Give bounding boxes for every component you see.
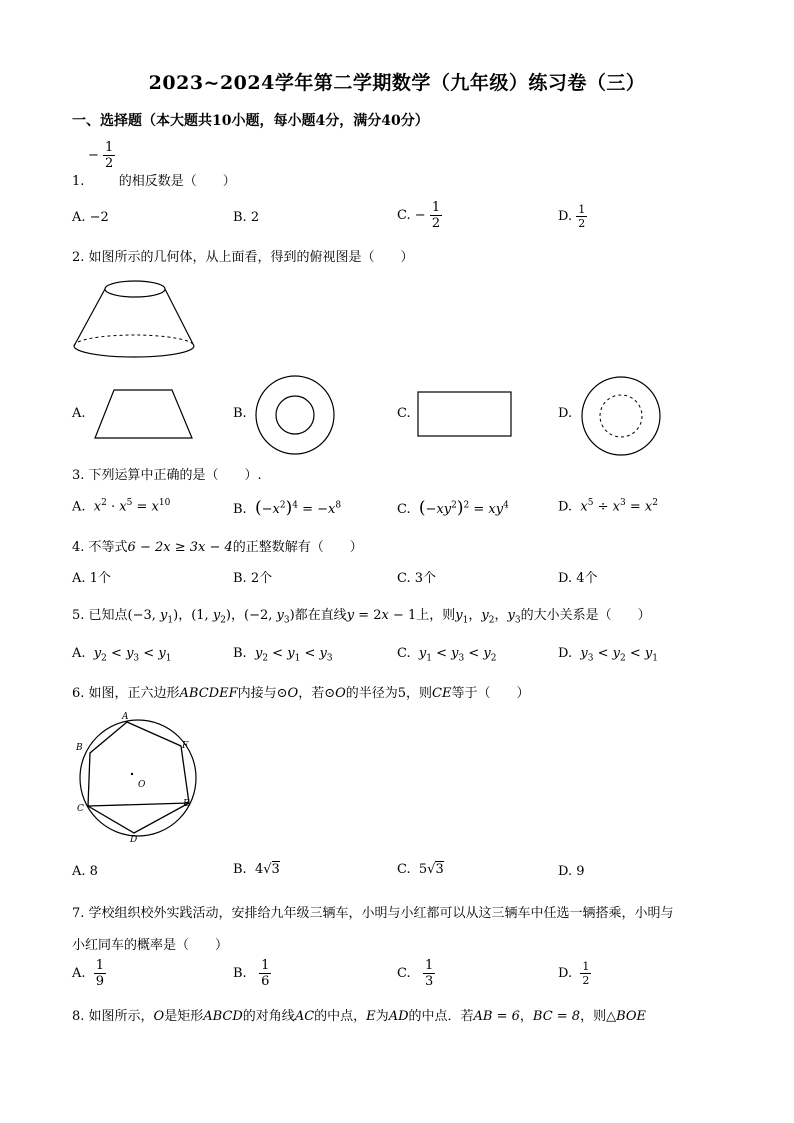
q5-option-d: D. $y_3 < y_2 < y_1$ bbox=[558, 646, 658, 664]
q8-ad: AD bbox=[388, 1009, 409, 1024]
q1-frac-den: 2 bbox=[105, 156, 114, 171]
q8-o: O bbox=[153, 1009, 165, 1024]
q5-a-label: A. bbox=[72, 646, 86, 661]
q5-option-b: B. $y_2 < y_1 < y_3$ bbox=[233, 646, 333, 664]
hexagon-in-circle-figure bbox=[72, 708, 204, 842]
q7-stem-line1: 7. 学校组织校外实践活动，安排给九年级三辆车，小明与小红都可以从这三辆车中任选一辆搭乘，小明与 bbox=[72, 906, 674, 921]
q4-option-a: A. 1个 bbox=[72, 571, 111, 586]
frustum-figure bbox=[70, 276, 200, 366]
q1-number: 1. bbox=[72, 174, 85, 189]
q4-text-pre: 4. 不等式 bbox=[72, 540, 128, 555]
q3-stem: 3. 下列运算中正确的是（ ）. bbox=[72, 468, 262, 483]
q7-option-d bbox=[558, 960, 591, 987]
q8-boe: BOE bbox=[616, 1009, 647, 1024]
q5-d-label: D. bbox=[558, 646, 573, 661]
q5-text-pre: 5. 已知点 bbox=[72, 608, 128, 623]
q6-b-label: B. bbox=[233, 862, 247, 877]
q7-d-num: 1 bbox=[582, 960, 590, 973]
q1-minus: − bbox=[88, 148, 99, 163]
q7-c-label: C. bbox=[397, 966, 411, 981]
q6-hexagon-name: ABCDEF bbox=[179, 686, 238, 701]
q6-text-mid3: 的半径为5，则 bbox=[345, 686, 433, 701]
q1-d-num: 1 bbox=[578, 203, 586, 216]
q6-option-b: B. 4√3 bbox=[233, 862, 280, 877]
q7-a-label: A. bbox=[72, 966, 86, 981]
q1-c-num: 1 bbox=[431, 200, 441, 215]
q1-d-fraction bbox=[576, 203, 587, 230]
q6-b-coef: 4 bbox=[254, 862, 264, 877]
q5-option-a: A. $y_2 < y_3 < y_1$ bbox=[72, 646, 172, 664]
q3-option-b: B. $(-x^2)^4 = -x^8$ bbox=[233, 498, 342, 518]
q7-c-fraction bbox=[423, 958, 435, 989]
q3-option-d: D. $x^5 \div x^3 = x^2$ bbox=[558, 498, 658, 515]
q1-frac-num: 1 bbox=[105, 140, 114, 155]
q5-c-label: C. bbox=[397, 646, 411, 661]
q7-option-a bbox=[72, 958, 106, 989]
q8-t5: 的中点．若 bbox=[408, 1009, 474, 1024]
q4-option-d: D. 4个 bbox=[558, 571, 598, 586]
q1-c-label: C. bbox=[397, 208, 411, 223]
q7-c-num: 1 bbox=[425, 958, 434, 973]
q5-option-c: C. $y_1 < y_3 < y_2$ bbox=[397, 646, 497, 664]
q8-abcd: ABCD bbox=[203, 1009, 243, 1024]
q6-text-pre: 6. 如图，正六边形 bbox=[72, 686, 180, 701]
label-b: B bbox=[76, 743, 83, 753]
q4-option-b: B. 2个 bbox=[233, 571, 273, 586]
q5-text-end: 的大小关系是（ ） bbox=[520, 608, 651, 623]
page-title: 2023~2024学年第二学期数学（九年级）练习卷（三） bbox=[148, 72, 646, 94]
q5-stem: 5. 已知点(−3, $y_1$)，(1, $y_2$)，(−2, $y_3$)都在直线y = 2x − 1上，则$y_1$，$y_2$，$y_3$的大小关系是（ ） bbox=[72, 608, 651, 626]
q1-fraction bbox=[103, 140, 115, 171]
q8-text-pre: 8. 如图所示， bbox=[72, 1009, 154, 1024]
q1-option-d bbox=[558, 203, 587, 230]
q6-ce: CE bbox=[432, 686, 452, 701]
q6-option-d: D. 9 bbox=[558, 864, 585, 879]
trapezoid-figure bbox=[92, 388, 196, 440]
q7-d-label: D. bbox=[558, 966, 573, 981]
q8-e: E bbox=[366, 1009, 376, 1024]
q3-option-c: C. $(-xy^2)^2 = xy^4$ bbox=[397, 498, 509, 518]
q7-b-num: 1 bbox=[261, 958, 270, 973]
q5-text-post: 上，则 bbox=[416, 608, 456, 623]
q3-c-label: C. bbox=[397, 502, 411, 517]
q6-text-mid: 内接与 bbox=[237, 686, 277, 701]
q1-option-c bbox=[397, 200, 442, 231]
q8-t3: 的中点， bbox=[314, 1009, 367, 1024]
q6-option-a: A. 8 bbox=[72, 864, 98, 879]
q5-text-mid: 都在直线 bbox=[294, 608, 347, 623]
q1-option-b: B. 2 bbox=[233, 210, 260, 225]
q7-b-label: B. bbox=[233, 966, 247, 981]
q7-a-den: 9 bbox=[95, 974, 105, 989]
q3-option-a: A. $x^2 \cdot x^5 = x^{10}$ bbox=[72, 498, 171, 515]
section-heading: 一、选择题（本大题共10小题，每小题4分，满分40分） bbox=[72, 113, 429, 129]
q3-b-label: B. bbox=[233, 502, 247, 517]
q8-ac: AC bbox=[294, 1009, 315, 1024]
q4-option-c: C. 3个 bbox=[397, 571, 437, 586]
q4-text-post: 的正整数解有（ ） bbox=[232, 540, 363, 555]
label-d: D bbox=[130, 835, 138, 842]
q1-c-den: 2 bbox=[431, 216, 441, 231]
rectangle-figure bbox=[416, 390, 514, 440]
q8-t2: 的对角线 bbox=[242, 1009, 295, 1024]
label-c: C bbox=[77, 804, 84, 814]
ring-solid-figure bbox=[253, 373, 337, 457]
q3-a-label: A. bbox=[72, 499, 86, 515]
q6-circle-name: ⊙O bbox=[276, 686, 299, 701]
q7-option-b bbox=[233, 958, 271, 989]
q4-inequality: 6 − 2x ≥ 3x − 4 bbox=[127, 540, 233, 555]
q3-d-label: D. bbox=[558, 499, 573, 515]
q8-bc: BC = 8 bbox=[532, 1009, 581, 1024]
q1-c-sign: − bbox=[414, 208, 426, 223]
q6-stem bbox=[72, 682, 530, 701]
q1-d-label: D. bbox=[558, 209, 573, 224]
q2-stem: 2. 如图所示的几何体，从上面看，得到的俯视图是（ ） bbox=[72, 250, 414, 265]
q7-a-fraction bbox=[94, 958, 106, 989]
q8-t4: 为 bbox=[375, 1009, 389, 1024]
q6-option-c: C. 5√3 bbox=[397, 862, 444, 877]
q7-c-den: 3 bbox=[425, 974, 434, 989]
q6-text-mid2: ，若 bbox=[298, 686, 325, 701]
label-a: A bbox=[122, 712, 129, 722]
q7-d-den: 2 bbox=[582, 974, 590, 987]
label-f: F bbox=[182, 741, 189, 751]
q7-stem-line2: 小红同车的概率是（ ） bbox=[72, 938, 229, 953]
q4-stem bbox=[72, 536, 363, 555]
q1-d-den: 2 bbox=[578, 217, 586, 230]
q2-option-b: B. bbox=[233, 406, 247, 421]
q8-ab: AB = 6 bbox=[473, 1009, 520, 1024]
q7-b-den: 6 bbox=[261, 974, 270, 989]
q7-option-c bbox=[397, 958, 435, 989]
q7-d-fraction bbox=[580, 960, 591, 987]
q7-a-num: 1 bbox=[95, 958, 105, 973]
label-o: O bbox=[138, 780, 146, 790]
q6-c-coef: 5 bbox=[418, 862, 428, 877]
q2-option-c: C. bbox=[397, 406, 411, 421]
q1-text: 的相反数是（ ） bbox=[118, 174, 236, 189]
q8-stem: 8. 如图所示，O是矩形ABCD的对角线AC的中点，E为AD的中点．若AB = 6，BC = 8，则△BOE bbox=[72, 1009, 647, 1024]
q1-c-fraction bbox=[430, 200, 442, 231]
ring-dashed-figure bbox=[578, 373, 664, 459]
label-e: E bbox=[183, 799, 190, 809]
q6-circle-name-2: ⊙O bbox=[324, 686, 346, 701]
q1-stem bbox=[72, 170, 236, 189]
q8-t6: ，则△ bbox=[580, 1009, 617, 1024]
q6-c-label: C. bbox=[397, 862, 411, 877]
q1-option-a: A. −2 bbox=[72, 210, 109, 225]
q2-option-d: D. bbox=[558, 406, 573, 421]
q2-option-a: A. bbox=[72, 406, 86, 421]
q1-fraction-stack bbox=[88, 140, 115, 171]
q6-text-post: 等于（ ） bbox=[451, 686, 530, 701]
q5-b-label: B. bbox=[233, 646, 247, 661]
q7-b-fraction bbox=[259, 958, 271, 989]
q8-t1: 是矩形 bbox=[164, 1009, 204, 1024]
